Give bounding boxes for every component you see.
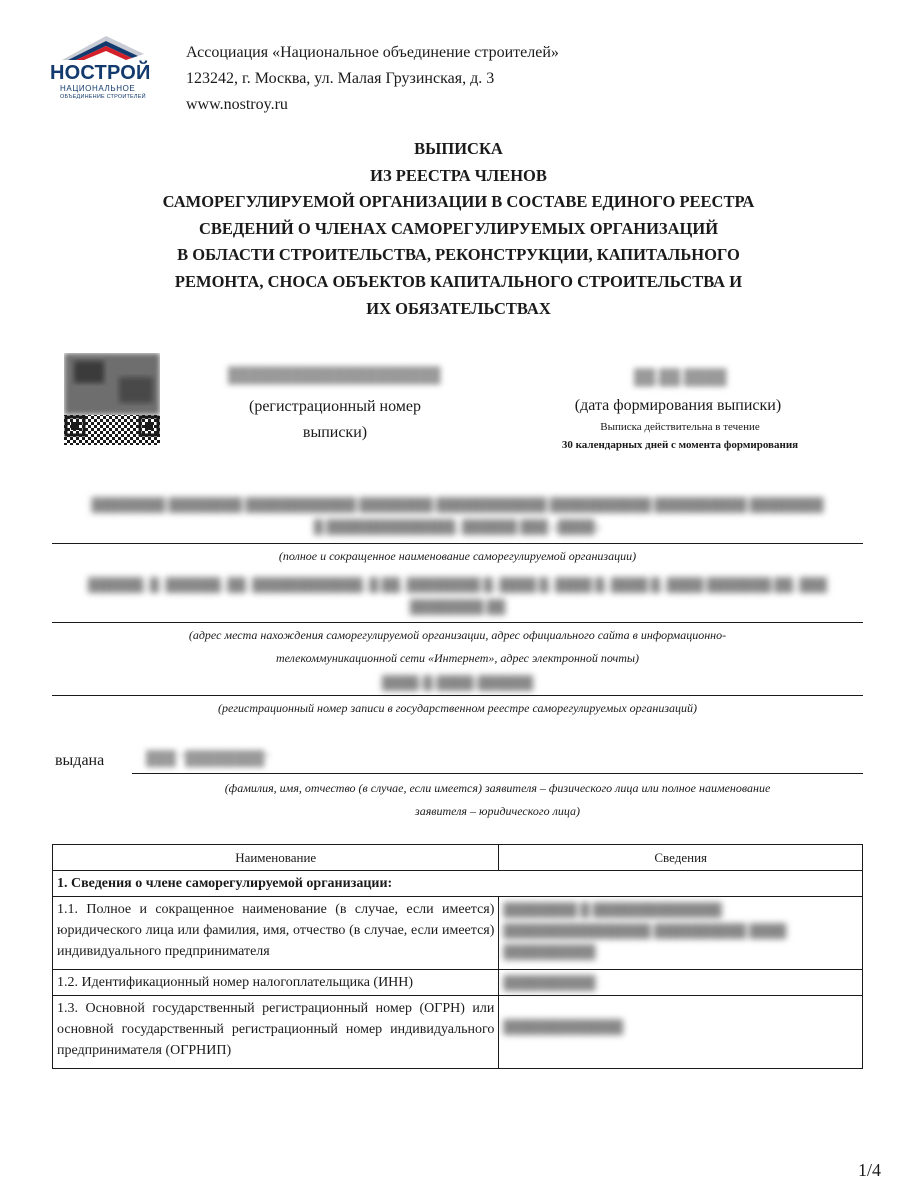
- sro-reg-number-redacted: ████-█-████-██████: [381, 675, 534, 690]
- title-line: ИХ ОБЯЗАТЕЛЬСТВАХ: [366, 298, 551, 318]
- qr-code: [64, 353, 160, 445]
- logo-subtitle-small: ОБЪЕДИНЕНИЕ СТРОИТЕЛЕЙ: [60, 94, 146, 100]
- formation-date-redacted: ██.██.████: [634, 370, 727, 386]
- page-number: 1/4: [858, 1160, 882, 1180]
- logo-roof-icon: [48, 34, 152, 64]
- document-title: [80, 136, 837, 322]
- table-row: [53, 897, 863, 970]
- title-line: ИЗ РЕЕСТРА ЧЛЕНОВ: [370, 165, 547, 185]
- title-line: В ОБЛАСТИ СТРОИТЕЛЬСТВА, РЕКОНСТРУКЦИИ, КАПИТАЛЬНОГО: [177, 245, 740, 265]
- applicant-redacted: ███ "████████": [146, 752, 271, 767]
- applicant-underline: [132, 773, 863, 774]
- validity-note: Выписка действительна в течение: [600, 421, 760, 433]
- title-line: ВЫПИСКА: [414, 139, 503, 158]
- row-label-1-2: 1.2. Идентификационный номер налогоплательщика (ИНН): [53, 970, 499, 996]
- member-info-table: [52, 844, 863, 1069]
- registration-number-redacted: ████████████████████: [228, 368, 441, 384]
- title-line: САМОРЕГУЛИРУЕМОЙ ОРГАНИЗАЦИИ В СОСТАВЕ ЕДИНОГО РЕЕСТРА: [162, 192, 755, 212]
- sro-reg-underline: [52, 695, 863, 696]
- row-value-1-3-redacted: █████████████: [499, 996, 863, 1069]
- organization-address: 123242, г. Москва, ул. Малая Грузинская, д. 3: [186, 70, 495, 87]
- row-value-1-1-redacted: ████████ █ ██████████████ ████████████████ ██████████ ████ ██████████: [499, 897, 863, 970]
- issued-label: выдана: [55, 752, 105, 769]
- section-1-title: 1. Сведения о члене саморегулируемой организации:: [53, 871, 863, 897]
- table-section-row: [53, 871, 863, 897]
- registration-number-caption: (регистрационный номер выписки): [249, 398, 421, 441]
- sro-reg-caption: (регистрационный номер записи в государственном реестре саморегулируемых организаций): [218, 701, 697, 715]
- column-header-name: Наименование: [53, 845, 499, 871]
- table-row: [53, 996, 863, 1069]
- table-header-row: [53, 845, 863, 871]
- organization-name: Ассоциация «Национальное объединение строителей»: [186, 44, 559, 61]
- sro-address-redacted: ██████, █. ██████, ██. ████████████, █.██, ████████ █, ████ █, ████ █, ████ █, ████ ███████.██, ███ ████████.██: [88, 577, 827, 614]
- organization-website: www.nostroy.ru: [186, 96, 288, 113]
- title-line: СВЕДЕНИЙ О ЧЛЕНАХ САМОРЕГУЛИРУЕМЫХ ОРГАНИЗАЦИЙ: [198, 218, 719, 238]
- row-label-1-3: 1.3. Основной государственный регистрационный номер (ОГРН) или основной государственный регистрационный номер индивидуального предпринимателя (ОГРНИП): [53, 996, 499, 1069]
- applicant-caption: (фамилия, имя, отчество (в случае, если имеется) заявителя – физического лица или полное наименование заявителя – юридического лица): [224, 781, 771, 818]
- formation-date-caption: (дата формирования выписки): [574, 397, 782, 414]
- sro-address-caption: (адрес места нахождения саморегулируемой организации, адрес официального сайта в информационно- телекоммуникационной сети «Интернет», адрес электронной почты): [188, 628, 727, 665]
- title-line: РЕМОНТА, СНОСА ОБЪЕКТОВ КАПИТАЛЬНОГО СТРОИТЕЛЬСТВА И: [174, 271, 743, 291]
- table-row: [53, 970, 863, 996]
- nostroy-logo: [48, 34, 152, 104]
- row-label-1-1: 1.1. Полное и сокращенное наименование (в случае, если имеется) юридического лица или фамилия, имя, отчество (в случае, если имеется) индивидуального предпринимателя: [53, 897, 499, 970]
- sro-name-redacted: ████████ ████████ ████████████ ████████ ████████████ ███████████ ██████████ ████████ █ ██████████████, ██████ ███ «████»: [91, 497, 824, 534]
- sro-name-underline: [52, 543, 863, 544]
- sro-address-underline: [52, 622, 863, 623]
- row-value-1-2-redacted: ██████████: [499, 970, 863, 996]
- organization-header: [186, 40, 559, 118]
- sro-name-caption: (полное и сокращенное наименование саморегулируемой организации): [278, 549, 637, 563]
- validity-note-bold: 30 календарных дней с момента формирования: [561, 439, 799, 451]
- logo-subtitle: НАЦИОНАЛЬНОЕ: [60, 84, 136, 93]
- column-header-details: Сведения: [499, 845, 863, 871]
- logo-wordmark: НОСТРОЙ: [50, 62, 151, 84]
